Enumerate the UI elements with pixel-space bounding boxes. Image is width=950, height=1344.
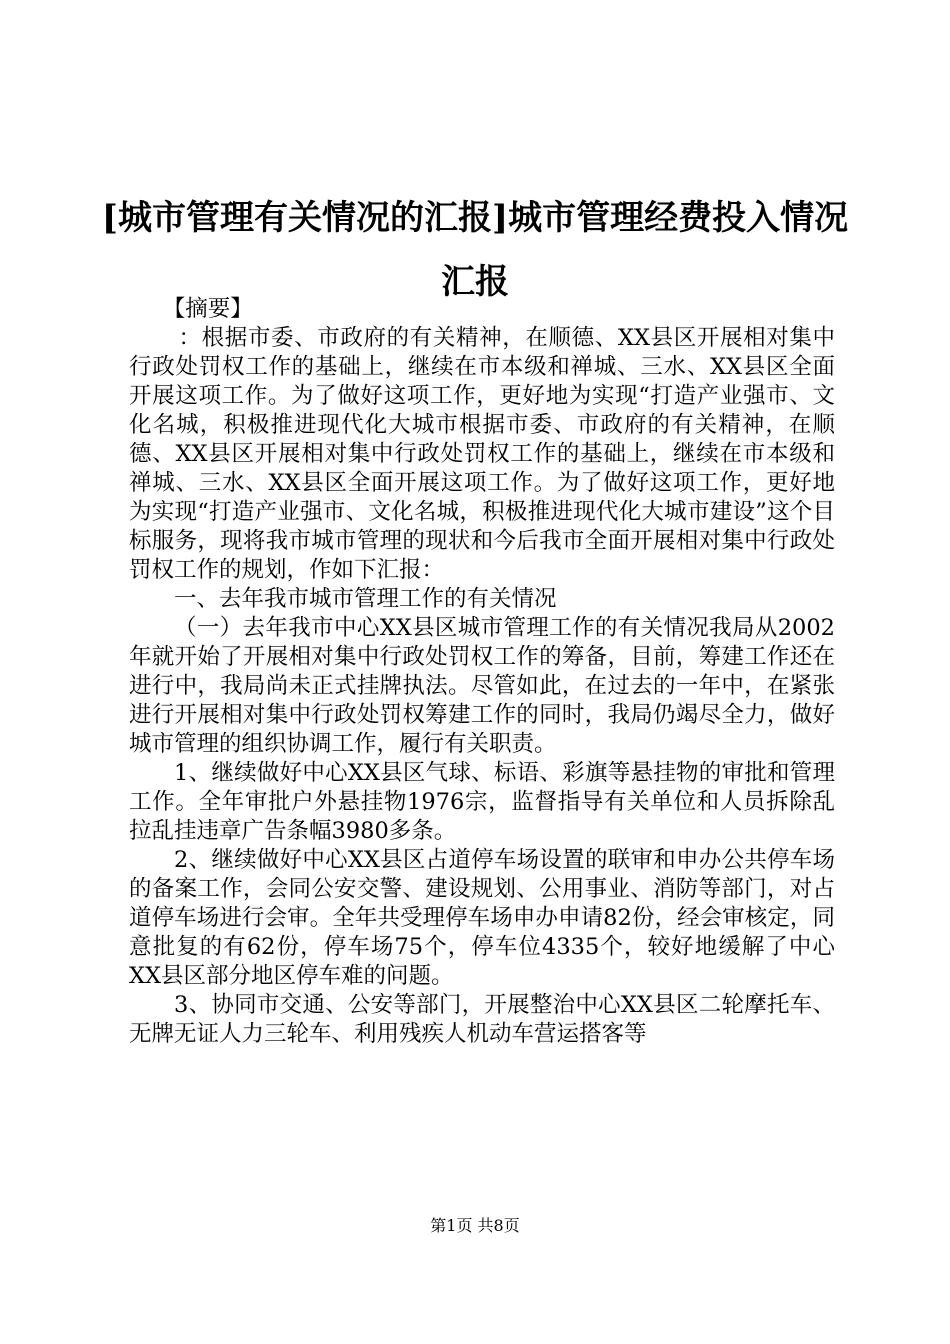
body-paragraph: 1、继续做好中心XX县区气球、标语、彩旗等悬挂物的审批和管理工作。全年审批户外悬挂物1976宗，监督指导有关单位和人员拆除乱拉乱挂违章广告条幅3980多条。: [129, 760, 835, 844]
summary-paragraph: ：根据市委、市政府的有关精神，在顺德、XX县区开展相对集中行政处罚权工作的基础上，继续在市本级和禅城、三水、XX县区全面开展这项工作。为了做好这项工作，更好地为实现“打造产业强市、文化名城，积极推进现代化大城市根据市委、市政府的有关精神，在顺德、XX县区开展相对集中行政处罚权工作的基础上，继续在市本级和禅城、三水、XX县区全面开展这项工作。为了做好这项工作，更好地为实现“打造产业强市、文化名城，积极推进现代化大城市建设”这个目标服务，现将我市城市管理的现状和今后我市全面开展相对集中行政处罚权工作的规划，作如下汇报：: [129, 325, 835, 583]
body-paragraph: 3、协同市交通、公安等部门，开展整治中心XX县区二轮摩托车、无牌无证人力三轮车、利用残疾人机动车营运搭客等: [129, 992, 835, 1047]
body-paragraph: （一）去年我市中心XX县区城市管理工作的有关情况我局从2002年就开始了开展相对集中行政处罚权工作的筹备，目前，筹建工作还在进行中，我局尚未正式挂牌执法。尽管如此，在过去的一年中，在紧张进行开展相对集中行政处罚权筹建工作的同时，我局仍竭尽全力，做好城市管理的组织协调工作，履行有关职责。: [129, 615, 835, 757]
section-heading: 一、去年我市城市管理工作的有关情况: [174, 586, 557, 612]
page-footer: 第1页 共8页: [430, 1216, 520, 1235]
document-title: [城市管理有关情况的汇报]城市管理经费投入情况汇报: [101, 198, 849, 302]
body-paragraph: 2、继续做好中心XX县区占道停车场设置的联审和申办公共停车场的备案工作，会同公安交警、建设规划、公用事业、消防等部门，对占道停车场进行会审。全年共受理停车场申办申请82份，经会审核定，同意批复的有62份，停车场75个，停车位4335个，较好地缓解了中心XX县区部分地区停车难的问题。: [129, 847, 835, 989]
summary-heading: 【摘要】: [162, 296, 253, 322]
document-body: [129, 295, 835, 1049]
